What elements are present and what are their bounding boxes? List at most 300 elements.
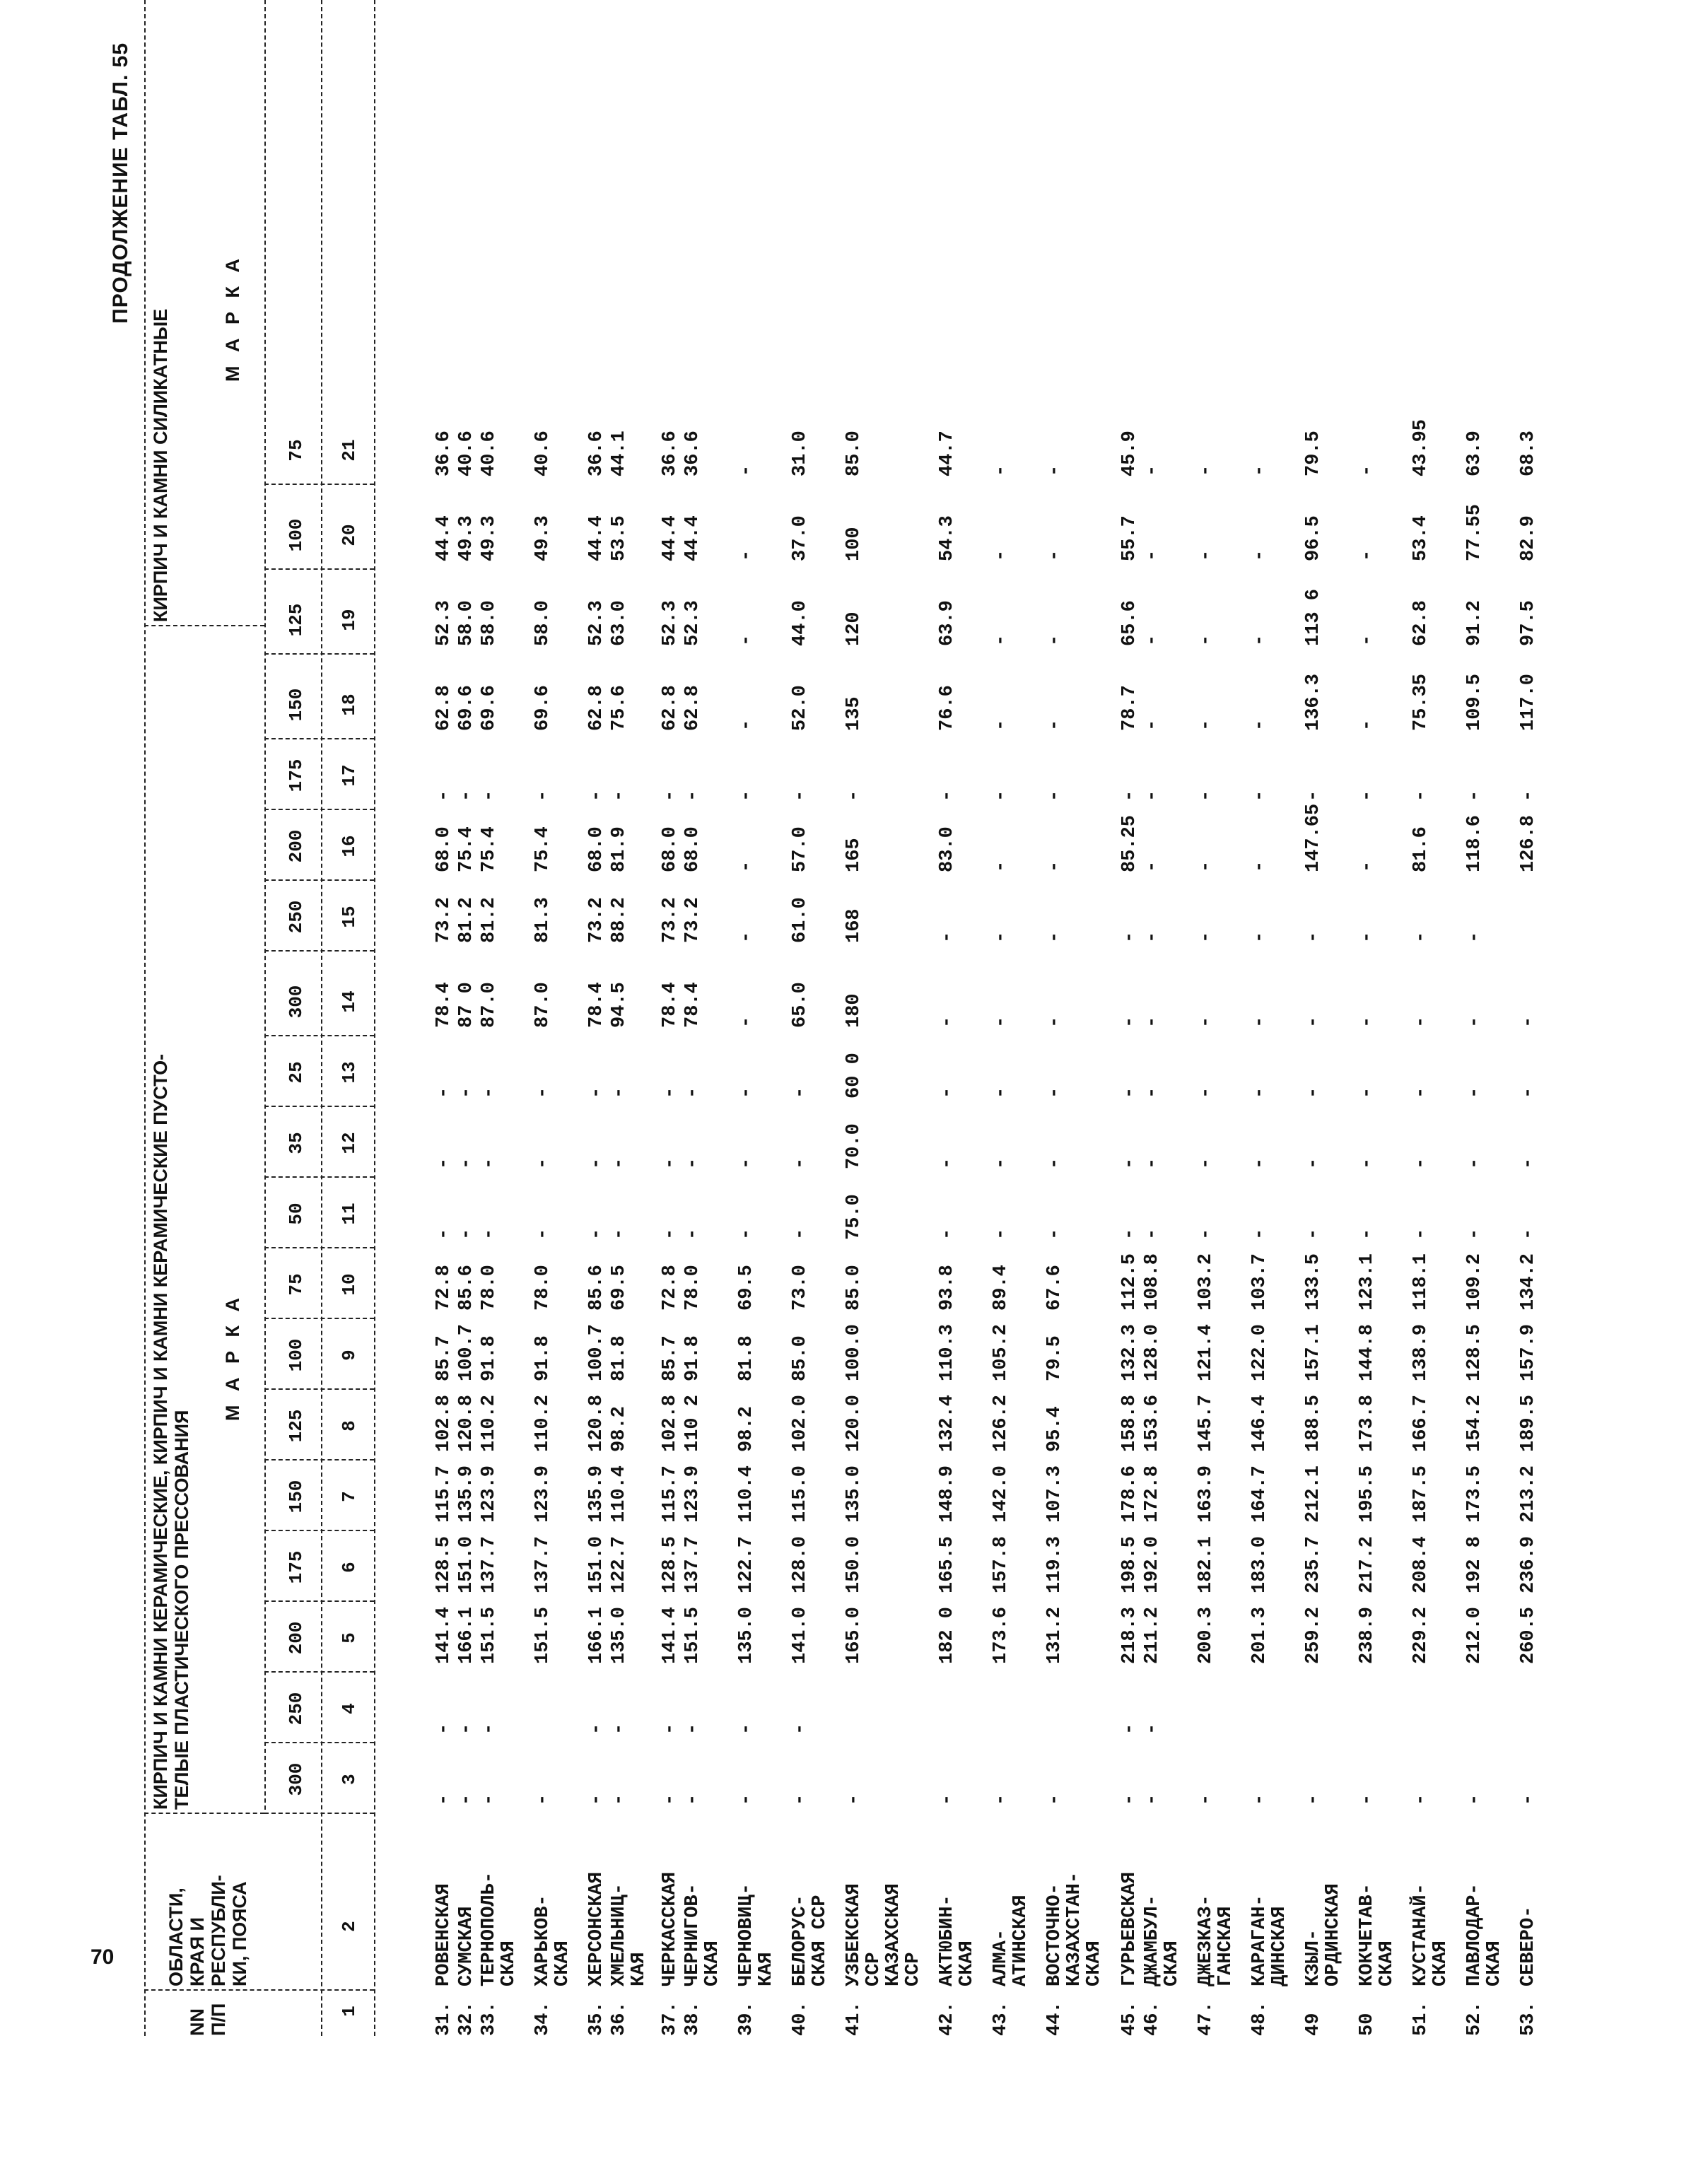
cell-value: - [532,1157,554,1169]
cell-value: 126.2 [990,1394,1012,1452]
cell-value: - [1195,1157,1217,1169]
cell-value: 94.5 [609,982,630,1028]
column-number: 3 [339,1774,360,1785]
cell-value: - [1249,1157,1270,1169]
table-row [1411,0,1453,2036]
cell-value: 260.5 [1518,1606,1539,1664]
cell-value: - [1410,931,1432,943]
cell-value: 88.2 [609,897,630,943]
cell-value: 146.4 [1249,1394,1270,1452]
cell-value: 54.3 [937,515,958,561]
cell-value: - [736,634,757,646]
cell-value: - [790,1087,811,1099]
cell-value: 68.0 [433,826,455,872]
table-row [1357,0,1400,2036]
cell-value: 89.4 [990,1265,1012,1311]
row-number: 48. [1249,2001,1270,2036]
cell-value: - [1195,1016,1217,1028]
table-row [1142,0,1185,2036]
cell-value: 192.0 [1142,1535,1163,1593]
cell-value: 61.0 [790,897,811,943]
cell-value: - [1357,634,1378,646]
cell-value: 98.2 [736,1406,757,1452]
column-number: 8 [339,1420,360,1432]
cell-value: - [456,1157,477,1169]
cell-value: 78.7 [1119,685,1140,731]
cell-value: - [937,1087,958,1099]
grade-header: 300 [286,985,307,1019]
cell-value: - [1249,1087,1270,1099]
cell-value: - [1044,1016,1065,1028]
cell-value: 44.4 [433,515,455,561]
cell-value: 81.3 [532,897,554,943]
cell-value: 52.3 [660,600,681,646]
row-number: 43. [990,2001,1012,2036]
cell-value: - [1119,1228,1140,1240]
cell-value: - [1249,931,1270,943]
header-top-rule [144,0,146,2036]
cell-value: 117.0 [1518,673,1539,731]
table-row [479,0,522,2036]
cell-value: - [682,1723,703,1735]
cell-value: - [937,1016,958,1028]
region-name: ВОСТОЧНО- КАЗАХСТАН- СКАЯ [1044,1871,1105,1986]
cell-value: - [1410,1016,1432,1028]
cell-value: 182.1 [1195,1535,1217,1593]
column-number: 7 [339,1491,360,1502]
region-name: ПАВЛОДАР- СКАЯ [1464,1883,1505,1986]
cell-value: 102.8 [660,1394,681,1452]
cell-value: 201.3 [1249,1606,1270,1664]
cell-value: - [1119,790,1140,802]
cell-value: - [1357,931,1378,943]
cell-value: 44.4 [660,515,681,561]
column-number: 21 [339,439,360,462]
column-number: 1 [339,2006,360,2017]
header-region: ОБЛАСТИ, КРАЯ И РЕСПУБЛИ- КИ, ПОЯСА [165,1875,250,1986]
region-name: СУМСКАЯ [456,1906,477,1986]
column-number: 16 [339,835,360,857]
grade-header: 250 [286,900,307,934]
cell-value: - [1357,549,1378,561]
cell-value: - [609,1723,630,1735]
cell-value: - [433,790,455,802]
cell-value: 120.8 [456,1394,477,1452]
cell-value: 163.9 [1195,1465,1217,1523]
cell-value: - [990,549,1012,561]
header-group-solid: КИРПИЧ И КАМНИ КЕРАМИЧЕСКИЕ, КИРПИЧ И КАМНИ КЕРАМИЧЕСКИЕ ПУСТО- ТЕЛЫЕ ПЛАСТИЧЕСКОГО ПРЕССОВАНИЯ [150,1053,192,1810]
row-number: 38. [682,2001,703,2036]
cell-value: 134.2 [1518,1253,1539,1311]
cell-value: 110.2 [479,1394,500,1452]
cell-value: - [1142,931,1163,943]
cell-value: 78.0 [532,1265,554,1311]
cell-value: 75.0 [843,1194,865,1240]
row-number: 50 [1357,2013,1378,2036]
cell-value: 212.0 [1464,1606,1485,1664]
cell-value: 85.0 [843,431,865,476]
cell-value: - [479,1087,500,1099]
cell-value: - [1357,790,1378,802]
grade-header: 25 [286,1061,307,1084]
grade-header: 50 [286,1202,307,1225]
cell-value: 53.4 [1410,515,1432,561]
cell-value: 151.5 [532,1606,554,1664]
row-number: 37. [660,2001,681,2036]
cell-value: 180 [843,993,865,1028]
row-number: 33. [479,2001,500,2036]
cell-value: - [1464,1016,1485,1028]
cell-value: - [1303,1228,1324,1240]
cell-value: 83.0 [937,826,958,872]
cell-value: - [1044,1087,1065,1099]
cell-value: 36.6 [660,431,681,476]
region-name: КЗЫЛ- ОРДИНСКАЯ [1303,1883,1344,1986]
cell-value: 137.7 [532,1535,554,1593]
cell-value: 128.0 [1142,1323,1163,1381]
grade-header: 150 [286,1480,307,1514]
cell-value: - [609,1087,630,1099]
cell-value: 178.6 [1119,1465,1140,1523]
cell-value: - [1195,719,1217,731]
cell-value: 60 0 [843,1053,865,1099]
cell-value: - [682,790,703,802]
cell-value: 151.0 [456,1535,477,1593]
cell-value: 100.0 [843,1323,865,1381]
grade-header: 300 [286,1762,307,1796]
cell-value: 73.0 [790,1265,811,1311]
cell-value: - [682,1157,703,1169]
cell-value: - [990,790,1012,802]
cell-value: 81.8 [736,1335,757,1381]
row-number: 31. [433,2001,455,2036]
cell-value: 81.8 [609,1335,630,1381]
cell-value: - [433,1157,455,1169]
cell-value: 118.1 [1410,1253,1432,1311]
cell-value: 120.8 [586,1394,607,1452]
cell-value: - [586,1087,607,1099]
cell-value: - [1303,931,1324,943]
cell-value: 135.0 [609,1606,630,1664]
cell-value: - [1357,464,1378,476]
cell-value: - [532,1228,554,1240]
cell-value: 213.2 [1518,1465,1539,1523]
cell-value: - [1044,1157,1065,1169]
cell-value: 259.2 [1303,1606,1324,1664]
cell-value: 108.8 [1142,1253,1163,1311]
cell-value: - [1249,549,1270,561]
cell-value: - [990,1793,1012,1805]
cell-value: 81.2 [479,897,500,943]
cell-value: 82.9 [1518,515,1539,561]
cell-value: 133.5 [1303,1253,1324,1311]
cell-value: 31.0 [790,431,811,476]
grade-header: 175 [286,759,307,792]
row-number: 53. [1518,2001,1539,2036]
region-name: СЕВЕРО- [1518,1906,1539,1986]
cell-value: 69.6 [456,685,477,731]
cell-value: - [1464,1087,1485,1099]
cell-value: 136.3 [1303,673,1324,731]
cell-value: 103.7 [1249,1253,1270,1311]
grade-header: 125 [286,603,307,637]
header-divider [264,484,374,485]
cell-value: - [433,1723,455,1735]
cell-value: 95.4 [1044,1406,1065,1452]
cell-value: - [1195,549,1217,561]
row-number: 42. [937,2001,958,2036]
cell-value: - [1357,860,1378,872]
cell-value: 96.5 [1303,515,1324,561]
cell-value: - [433,1793,455,1805]
cell-value: - [1410,790,1432,802]
cell-value: - [990,860,1012,872]
cell-value: - [990,464,1012,476]
cell-value: 44.4 [586,515,607,561]
column-number: 2 [339,1921,360,1932]
column-number: 13 [339,1061,360,1084]
cell-value: 78.4 [433,982,455,1028]
cell-value: 132.4 [937,1394,958,1452]
cell-value: - [1518,1016,1539,1028]
cell-value: - [1357,1016,1378,1028]
table-row [683,0,725,2036]
cell-value: - [1303,1793,1324,1805]
cell-value: - [1303,1016,1324,1028]
cell-value: - [1044,790,1065,802]
column-number: 17 [339,764,360,787]
table-row [1519,0,1561,2036]
table-header [144,0,427,2036]
cell-value: 63.0 [609,600,630,646]
cell-value: - [433,1087,455,1099]
cell-value: 77.55 [1464,503,1485,561]
cell-value: - [1410,1087,1432,1099]
cell-value: - [1195,464,1217,476]
cell-value: 102.8 [433,1394,455,1452]
cell-value: 100 [843,527,865,561]
column-number: 12 [339,1132,360,1154]
region-name: УЗБЕКСКАЯ ССР КАЗАХСКАЯ ССР [843,1883,924,1986]
cell-value: 78.4 [682,982,703,1028]
cell-value: 72.8 [660,1265,681,1311]
header-divider [264,568,374,570]
region-name: ТЕРНОПОЛЬ- СКАЯ [479,1871,520,1986]
cell-value: - [1119,1793,1140,1805]
cell-value: 173.8 [1357,1394,1378,1452]
cell-value: - [1142,1793,1163,1805]
cell-value: 81.9 [609,826,630,872]
cell-value: 135 [843,696,865,731]
table-row [991,0,1034,2036]
cell-value: - [843,1793,865,1805]
cell-value: - [682,1087,703,1099]
cell-value: - [1142,634,1163,646]
cell-value: 72.8 [433,1265,455,1311]
header-divider [264,950,374,952]
cell-value: 229.2 [1410,1606,1432,1664]
cell-value: - [1464,1228,1485,1240]
cell-value: - [990,1157,1012,1169]
cell-value: - [736,860,757,872]
cell-value: 122.7 [609,1535,630,1593]
cell-value: 36.6 [433,431,455,476]
cell-value: 166.1 [456,1606,477,1664]
header-divider [264,1742,374,1743]
grade-header: 125 [286,1409,307,1443]
cell-value: 132.3 [1119,1323,1140,1381]
cell-value: 93.8 [937,1265,958,1311]
cell-value: - [1195,1793,1217,1805]
region-name: ХМЕЛЬНИЦ- КАЯ [609,1883,650,1986]
cell-value: 85.25 [1119,814,1140,872]
cell-value: 69.5 [609,1265,630,1311]
cell-value: - [1249,719,1270,731]
cell-value: 137.7 [682,1535,703,1593]
cell-value: - [660,1723,681,1735]
cell-value: - [1249,1793,1270,1805]
cell-value: 154.2 [1464,1394,1485,1452]
cell-value: - [609,1793,630,1805]
cell-value: - [1142,1723,1163,1735]
cell-value: 151.5 [479,1606,500,1664]
cell-value: 211.2 [1142,1606,1163,1664]
cell-value: 122.0 [1249,1323,1270,1381]
cell-value: 217.2 [1357,1535,1378,1593]
region-name: ГУРЬЕВСКАЯ [1119,1871,1140,1986]
cell-value: - [532,790,554,802]
cell-value: 109.2 [1464,1253,1485,1311]
cell-value: 68.0 [682,826,703,872]
row-number: 39. [736,2001,757,2036]
cell-value: 166.7 [1410,1394,1432,1452]
cell-value: 123.1 [1357,1253,1378,1311]
cell-value: 123.9 [479,1465,500,1523]
header-divider [264,1530,374,1531]
cell-value: 166.1 [586,1606,607,1664]
cell-value: - [1195,790,1217,802]
cell-value: - [456,1228,477,1240]
cell-value: 147.65 [1303,803,1324,872]
cell-value: - [1464,1157,1485,1169]
table-caption: ПРОДОЛЖЕНИЕ ТАБЛ. 55 [109,42,132,324]
cell-value: - [1357,1228,1378,1240]
cell-value: 172.8 [1142,1465,1163,1523]
cell-value: - [682,1228,703,1240]
grade-header: 200 [286,1621,307,1655]
cell-value: 69.5 [736,1265,757,1311]
cell-value: 73.2 [433,897,455,943]
cell-value: - [1410,1157,1432,1169]
cell-value: 158.8 [1119,1394,1140,1452]
column-number: 11 [339,1202,360,1225]
cell-value: - [1464,790,1485,802]
cell-value: 69.6 [532,685,554,731]
cell-value: 75.4 [456,826,477,872]
header-divider [264,1459,374,1460]
cell-value: - [843,790,865,802]
cell-value: 168 [843,908,865,943]
cell-value: 195.5 [1357,1465,1378,1523]
cell-value: - [736,1793,757,1805]
cell-value: 58.0 [532,600,554,646]
grade-header: 150 [286,688,307,722]
cell-value: - [586,1723,607,1735]
region-name: ЧЕРНОВИЦ- КАЯ [736,1883,777,1986]
cell-value: 128.5 [660,1535,681,1593]
cell-value: - [1119,1016,1140,1028]
row-number: 32. [456,2001,477,2036]
cell-value: - [1357,1157,1378,1169]
cell-value: 97.5 [1518,600,1539,646]
header-bottom-rule [374,0,375,2036]
cell-value: 187.5 [1410,1465,1432,1523]
header-divider [264,653,374,655]
cell-value: - [990,1087,1012,1099]
cell-value: - [586,1793,607,1805]
cell-value: - [1142,790,1163,802]
cell-value: - [1044,1228,1065,1240]
table-row [1044,0,1105,2036]
cell-value: 150.0 [843,1535,865,1593]
cell-value: 183.0 [1249,1535,1270,1593]
cell-value: 67.6 [1044,1265,1065,1311]
cell-value: 53.5 [609,515,630,561]
cell-value: 91.8 [682,1335,703,1381]
cell-value: 157.9 [1518,1323,1539,1381]
cell-value: 68.0 [586,826,607,872]
cell-value: 142.0 [990,1465,1012,1523]
cell-value: 87.0 [532,982,554,1028]
cell-value: 49.3 [456,515,477,561]
region-name: АЛМА- АТИНСКАЯ [990,1895,1031,1986]
header-divider [264,1176,374,1178]
cell-value: 153.6 [1142,1394,1163,1452]
grade-header: 100 [286,1338,307,1372]
column-number: 20 [339,524,360,546]
cell-value: 62.8 [682,685,703,731]
cell-value: 78.4 [660,982,681,1028]
cell-value: 49.3 [479,515,500,561]
cell-value: 52.3 [433,600,455,646]
region-name: ХАРЬКОВ- СКАЯ [532,1895,573,1986]
cell-value: - [1142,549,1163,561]
cell-value: - [1518,1793,1539,1805]
column-number: 10 [339,1273,360,1296]
cell-value: - [1142,719,1163,731]
cell-value: 165 [843,838,865,872]
cell-value: - [937,790,958,802]
cell-value: 115.7 [660,1465,681,1523]
cell-value: - [990,634,1012,646]
cell-value: - [479,1228,500,1240]
cell-value: - [609,1157,630,1169]
cell-value: - [660,1228,681,1240]
cell-value: - [736,549,757,561]
cell-value: - [1044,634,1065,646]
cell-value: - [1464,1793,1485,1805]
header-group-silicate: КИРПИЧ И КАМНИ СИЛИКАТНЫЕ [150,308,171,622]
grade-header: 75 [286,1273,307,1296]
cell-value: 141.4 [433,1606,455,1664]
cell-value: - [790,1793,811,1805]
cell-value: 138.9 [1410,1323,1432,1381]
cell-value: - [479,1157,500,1169]
cell-value: 44.0 [790,600,811,646]
cell-value: 57.0 [790,826,811,872]
cell-value: 118.6 [1464,814,1485,872]
cell-value: 141.4 [660,1606,681,1664]
